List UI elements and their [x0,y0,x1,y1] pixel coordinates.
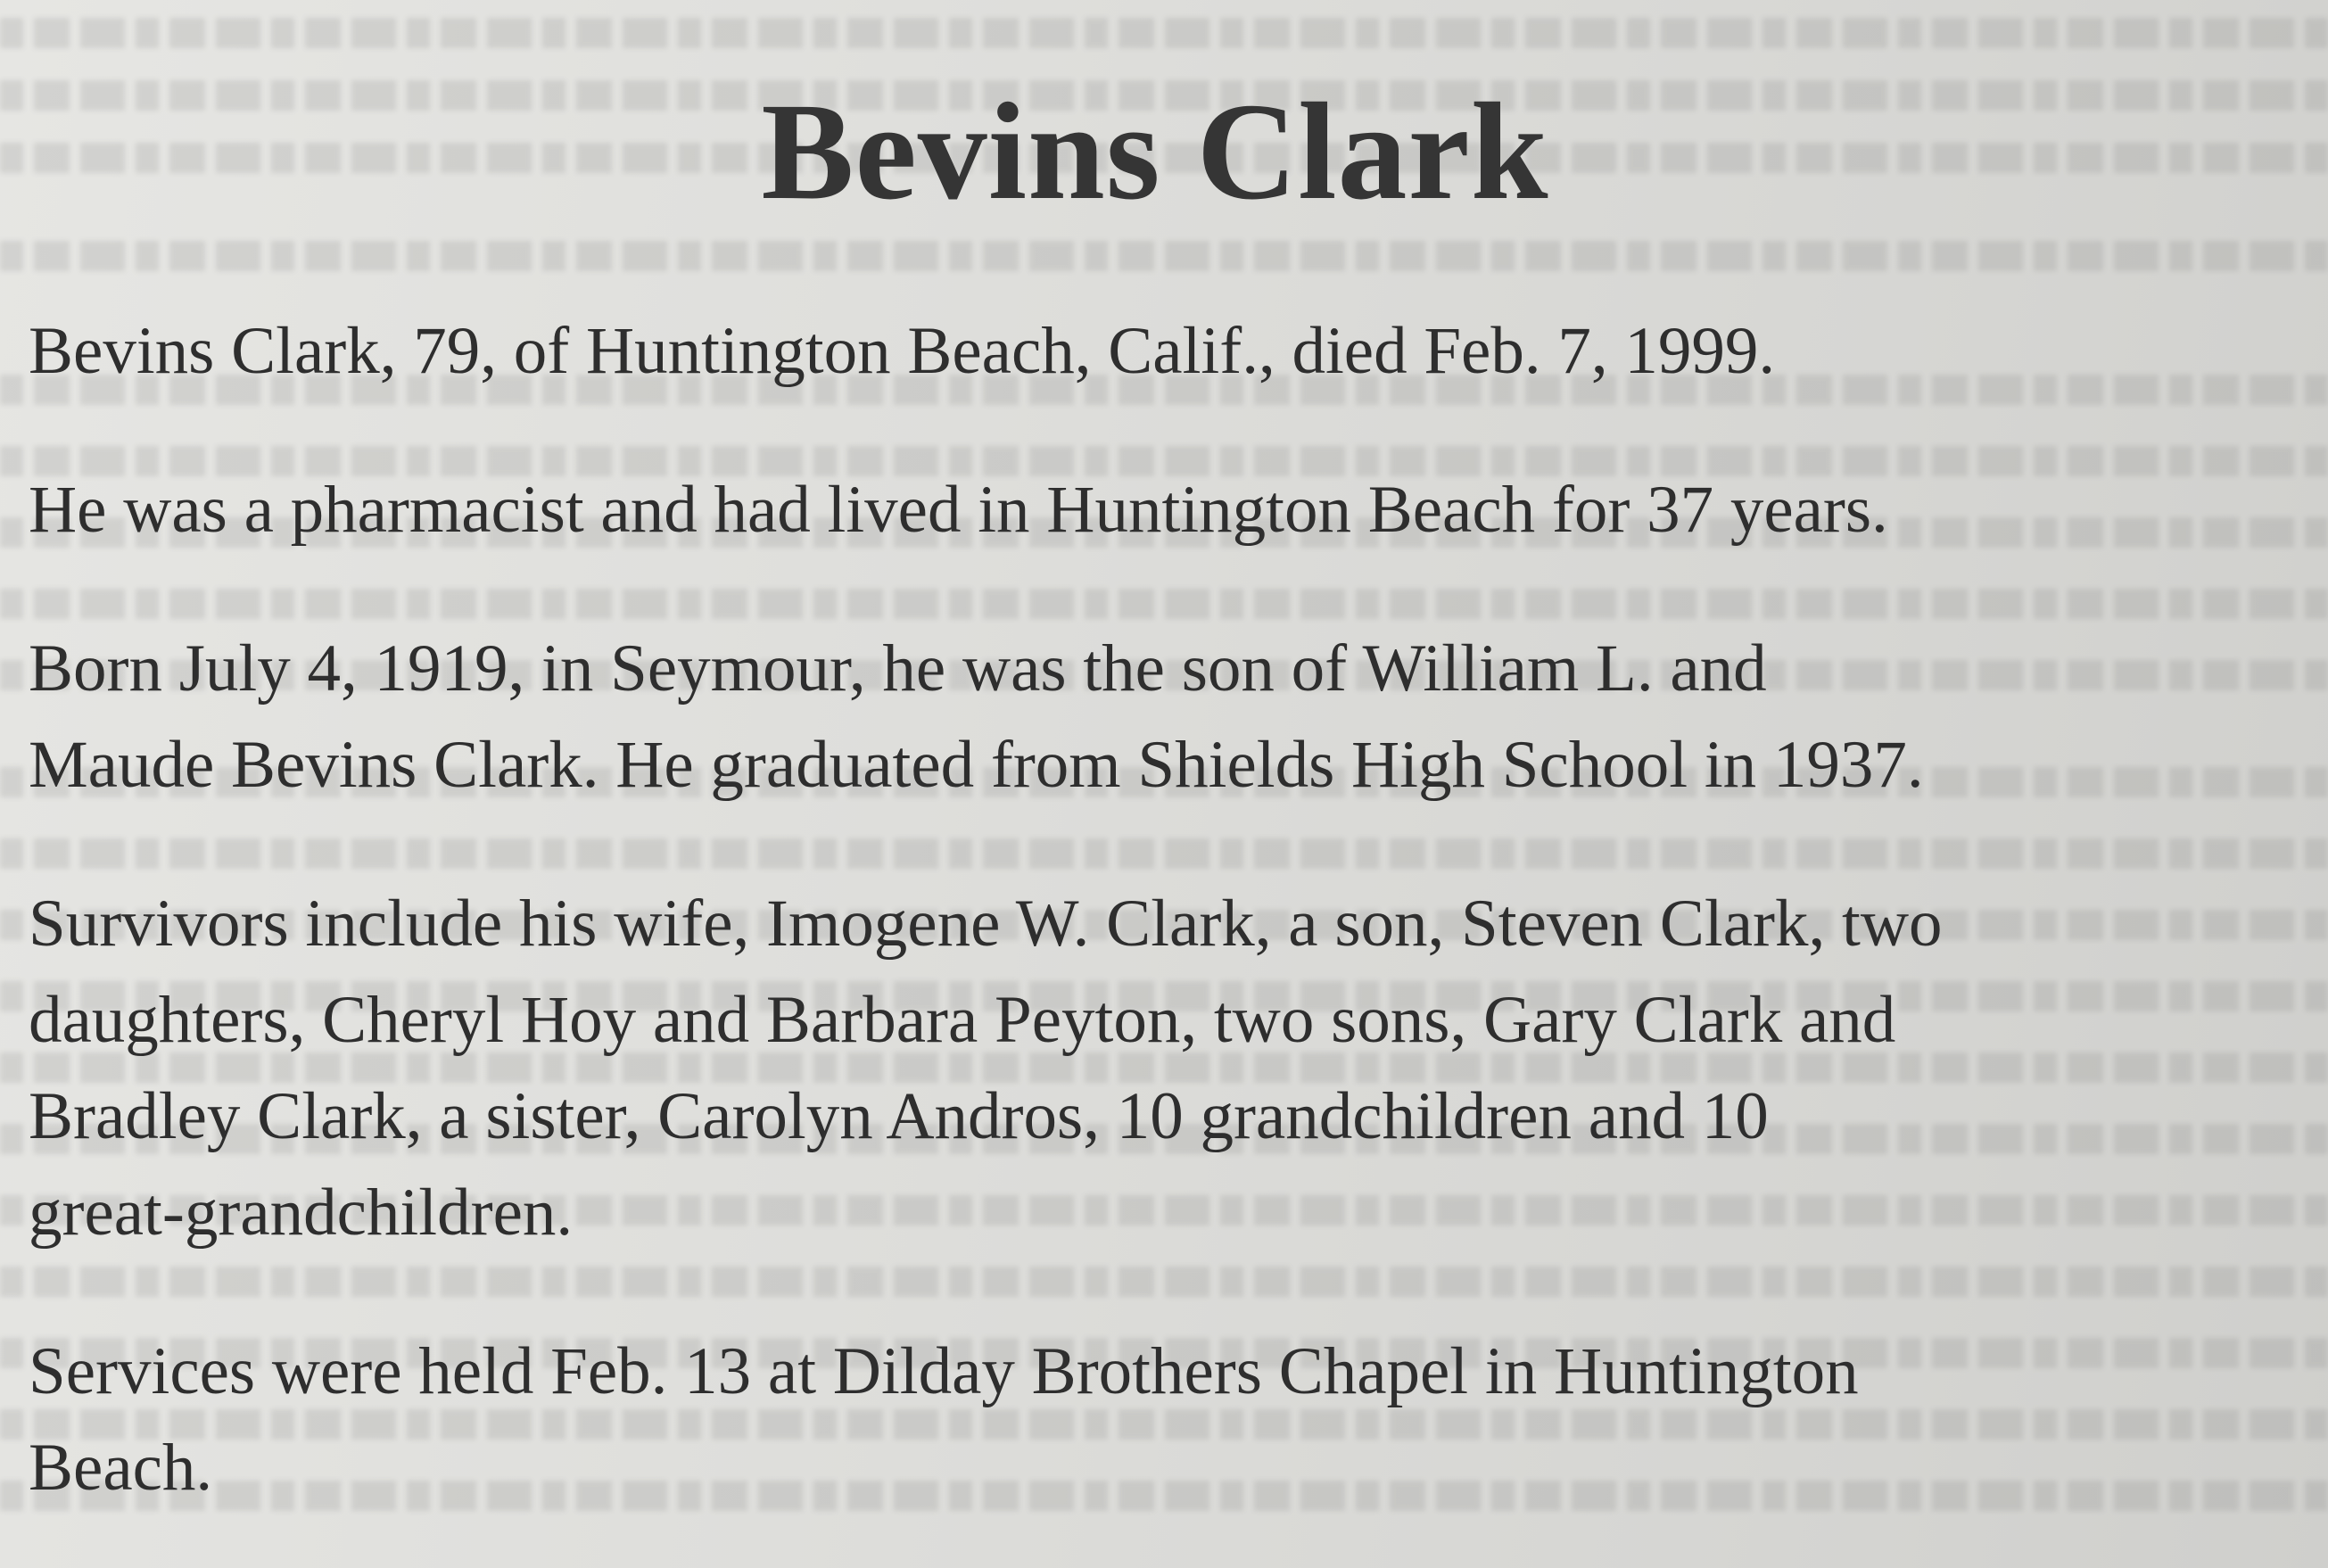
obituary-title: Bevins Clark [761,74,1549,228]
obituary-body [29,303,2312,1568]
obituary-paragraph [29,1324,2312,1516]
text-line: great-grandchildren. [29,1176,574,1250]
obituary-paragraph [29,621,2312,813]
text-line: daughters, Cheryl Hoy and Barbara Peyton, two sons, Gary Clark and [29,983,1896,1057]
text-line: Maude Bevins Clark. He graduated from Shields High School in 1937. [29,728,1924,802]
text-line: Survivors include his wife, Imogene W. Clark, a son, Steven Clark, two [29,887,1943,961]
text-line: Services were held Feb. 13 at Dilday Brothers Chapel in Huntington [29,1334,1859,1408]
obituary-paragraph [29,462,2312,558]
text-line: Born July 4, 1919, in Seymour, he was the son of William L. and [29,631,1767,706]
text-line: He was a pharmacist and had lived in Huntington Beach for 37 years. [29,473,1888,547]
text-line: Bradley Clark, a sister, Carolyn Andros, 10 grandchildren and 10 [29,1079,1769,1153]
obituary-paragraph [29,303,2312,400]
obituary-paragraph [29,876,2312,1261]
text-line: Beach. [29,1431,213,1505]
text-line: Bevins Clark, 79, of Huntington Beach, Calif., died Feb. 7, 1999. [29,314,1776,388]
